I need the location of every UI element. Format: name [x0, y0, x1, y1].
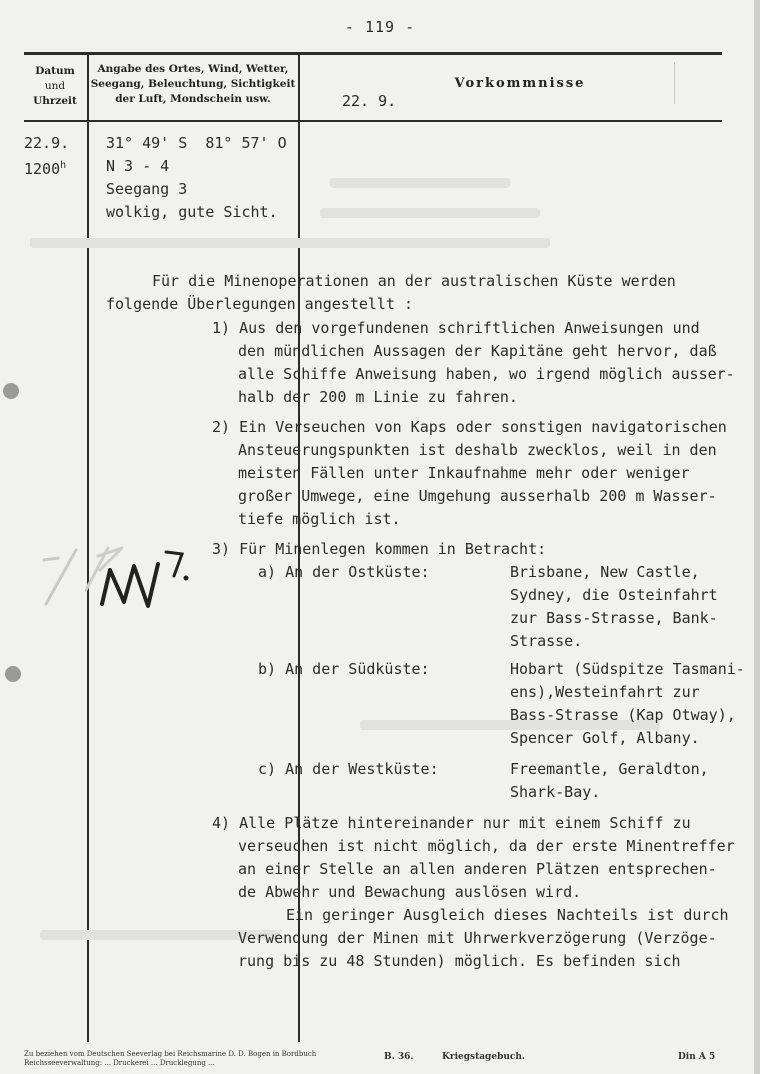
body-line: Brisbane, New Castle,	[510, 563, 700, 581]
body-line: tiefe möglich ist.	[238, 510, 401, 528]
header-angabe	[90, 62, 296, 107]
body-line: Strasse.	[510, 632, 583, 650]
entry-time-suffix: h	[60, 160, 67, 171]
header-date: 22. 9.	[342, 92, 397, 110]
page-number: - 119 -	[344, 18, 416, 36]
header-datum-line: Datum	[35, 65, 75, 77]
body-line: an einer Stelle an allen anderen Plätzen entsprechen-	[238, 860, 717, 878]
body-line: Ansteuerungspunkten ist deshalb zwecklos, weil in den	[238, 441, 717, 459]
header-faint-column	[644, 62, 675, 104]
header-angabe-line: Angabe des Ortes, Wind, Wetter,	[97, 63, 289, 75]
punch-hole	[5, 666, 21, 682]
body-line: den mündlichen Aussagen der Kapitäne geht hervor, daß	[238, 342, 717, 360]
body-line: 1) Aus den vorgefundenen schriftlichen Anweisungen und	[212, 319, 700, 337]
header-faint-column	[676, 62, 720, 104]
footer-form-id: Din A 5	[678, 1052, 716, 1062]
weather-line: wolkig, gute Sicht.	[106, 203, 278, 221]
body-line: folgende Überlegungen angestellt :	[106, 295, 414, 313]
body-line: Sydney, die Osteinfahrt	[510, 586, 718, 604]
body-line: Hobart (Südspitze Tasmani-	[510, 660, 745, 678]
body-line: Verwendung der Minen mit Uhrwerkverzögerung (Verzöge-	[238, 929, 717, 947]
body-line: b) An der Südküste:	[258, 660, 430, 678]
body-line: Für die Minenoperationen an der australischen Küste werden	[152, 272, 676, 290]
body-line: 3) Für Minenlegen kommen in Betracht:	[212, 540, 547, 558]
body-line: halb der 200 m Linie zu fahren.	[238, 388, 518, 406]
footer-form-title: Kriegstagebuch.	[442, 1052, 526, 1062]
bleed-through-text	[320, 208, 540, 218]
header-vorkommnisse: Vorkommnisse	[454, 76, 586, 91]
header-angabe-line: der Luft, Mondschein usw.	[115, 93, 271, 105]
bleed-through-text	[30, 238, 550, 248]
body-line: Bass-Strasse (Kap Otway),	[510, 706, 736, 724]
header-top-rule	[24, 52, 722, 55]
body-line: 2) Ein Verseuchen von Kaps oder sonstigen navigatorischen	[212, 418, 727, 436]
header-datum-line: Uhrzeit	[33, 95, 77, 107]
footer-form-code: B. 36.	[384, 1052, 414, 1062]
body-line: zur Bass-Strasse, Bank-	[510, 609, 718, 627]
bleed-through-text	[330, 178, 510, 188]
body-line: verseuchen ist nicht möglich, da der erste Minentreffer	[238, 837, 735, 855]
body-line: alle Schiffe Anweisung haben, wo irgend möglich ausser-	[238, 365, 735, 383]
header-datum	[24, 64, 86, 109]
handwritten-annotation	[36, 520, 196, 620]
body-line: ens),Westeinfahrt zur	[510, 683, 700, 701]
entry-date: 22.9.	[24, 134, 70, 152]
footer-imprint-line: Reichsseeverwaltung: ... Druckerei ... Drucklegung ...	[24, 1059, 215, 1067]
body-line: rung bis zu 48 Stunden) möglich. Es befinden sich	[238, 952, 681, 970]
wind-line: N 3 - 4	[106, 157, 170, 175]
body-line: Spencer Golf, Albany.	[510, 729, 700, 747]
header-datum-line: und	[44, 80, 66, 92]
punch-hole	[3, 383, 19, 399]
entry-time	[24, 155, 66, 181]
page-edge	[754, 0, 760, 1074]
footer-imprint	[24, 1050, 724, 1068]
body-line: 4) Alle Plätze hintereinander nur mit einem Schiff zu	[212, 814, 691, 832]
body-line: c) An der Westküste:	[258, 760, 439, 778]
body-line: de Abwehr und Bewachung auslösen wird.	[238, 883, 582, 901]
sea-state-line: Seegang 3	[106, 180, 188, 198]
body-line: Shark-Bay.	[510, 783, 601, 801]
body-line: Freemantle, Geraldton,	[510, 760, 709, 778]
entry-time-value: 1200	[24, 160, 61, 178]
position-line: 31° 49' S 81° 57' O	[106, 134, 287, 152]
body-line: großer Umwege, eine Umgehung ausserhalb 200 m Wasser-	[238, 487, 717, 505]
header-angabe-line: Seegang, Beleuchtung, Sichtigkeit	[90, 78, 296, 90]
footer-imprint-line: Zu beziehen vom Deutschen Seeverlag bei Reichsmarine D. D. Bogen in Bordbuch	[24, 1050, 317, 1058]
body-line: Ein geringer Ausgleich dieses Nachteils ist durch	[286, 906, 729, 924]
body-line: meisten Fällen unter Inkaufnahme mehr oder weniger	[238, 464, 690, 482]
body-line: a) An der Ostküste:	[258, 563, 430, 581]
header-bottom-rule	[24, 120, 722, 122]
